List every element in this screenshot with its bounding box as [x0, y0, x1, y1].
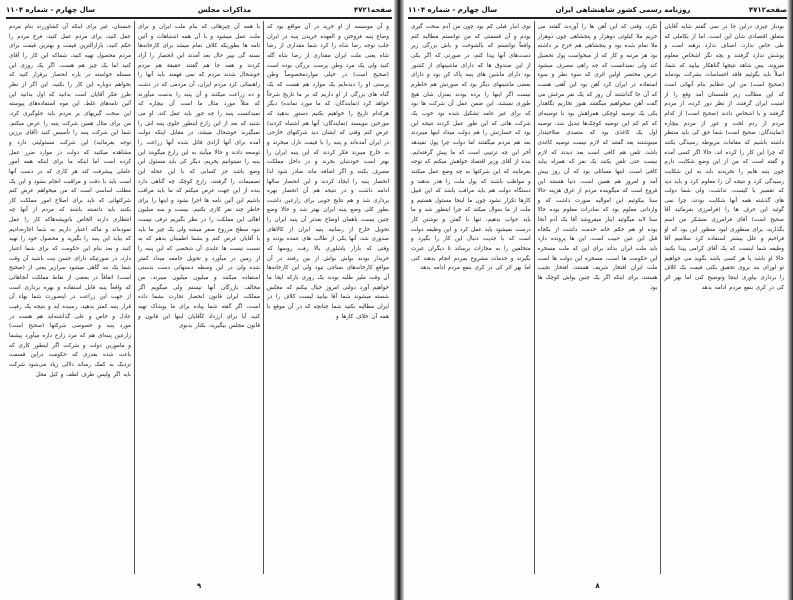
right-page-folio: ۸	[595, 582, 600, 590]
column-text: توی انبار قبلی کم بود چون من آدم سخت گیری بودم و آن قسمتی که من توانستم مطالبه کنم واقعاً توانستم که بالشوخت و باش بزرگی زیر دست‌های آنها پیدا کنم، در صورتی که اگر یکی از این صندوق ها که دارای ماشینهای از کشور بود دارای ماشین های پنبه پاک کن بود و دارای بعضی ماشینهای دیگر بود که صورتش هم خاطرم نیست اگر اینها را برده بودند بمنزل شان هیچ طوری نمیشد، این ضمن عمل آن شرکت ها بود که برای غیر عامه تشکیل شده بود خوب یک شرکت هائی که این طور عمل کردند نتیجه این بود که خسارتش را هم دولت میداد اینها میبردند بعد هم مردم میگفتند اما دولت چرا پول نمیدهد آخر این چه ترتیبی است که ما پیش گرفته‌ایم، بنده از آقای وزیر اقتصاد خواهش میکنم که توجه بفرمایند که این شرکتها به چه وضع عمل میکنند و مواظب باشند که پول ملت را هدر ندهند و دستگاه دولت هم باید مراقب باشد که این قبیل کارها تکرار نشود چون ما اینجا مسئول هستیم و ملت از ما سوال میکند که چرا اینطور شد و ما باید جواب بدهیم، تنها با گفتن و نوشتن کار درست نمیشود باید عمل کرد و این وظیفه دولت است که با جدیت دنبال این کار را بگیرد و متخلفین را به مجازات برساند تا دیگران عبرت بگیرند و خدمات مشروع بمردم انجام بدهند کنی اما بهر اثر کی در کری بنفع مردم ادامه بدهد	[410, 24, 531, 272]
right-page	[402, 0, 793, 600]
column-text: نکرد، وقتی که این آهن ها را آوردند گفتند می خریم ملا کیلوئی دوهزار و پنجشاهی چون دوهزار ملا تمام شده بود و پنجشاهی هم خرج بر داشته بود هر مرتبه و کار که از میخواست پول تحصیل کند ولی نمیدانست که چه راهی مصرف میشود عرض مختصر اولین اثری که سوء نظر و سوء استفاده در ایران کرد آهن بود این آهنی هست که آن جا گذاشتند آن روز که یک نفر مرغش می گفت آهن میخواهیم میگفتند هنوز نخاریم نگاهدار یکی یک توصیه لوچکی همراهش بود با توصیه‌ای که کم کم این توصیه کوچک‌ها تبدیل شد، توصیه اول یک کاغذی بود که متصدی صلاحیتدار مینوشتند بعد گفتند که لازم نیست توصیه کاغذی باشد، تلفن هم کافی است بعد دیدند که لازم نیست حتی تلفن بکنند یک نفر که همراه بیاید کافی است، اینها مسائلی بود که آن روز پیش آمد و امروز هم همین است، دنیا هستند این فروع است که میگوینده مردم از غرق هزینه حالا سنا بیکوئیم این اموالیه صورت داشت که و واردانی معلوم بود که صادرات معلوم بوده حالا سنا لابد میگوئید اینار میفروشد آقا یک آدم آنجا بوده او هم حکم خانه خدمت داشت از یکجاه قبل این عین حبیب است، این ها پرونده دارد باید ملت ایران بداند برای این که ملت مسخره این حکومت ها است، مسخره این دولت ها است ملت ایران افتخار شریف هستند، افتخار نجیب هستند، برای اینکه اگر یک چنین یواش کوچک ها بود	[537, 24, 658, 291]
left-header-rule	[6, 17, 392, 19]
right-page-section-title: روزنامه رسمی کشور شاهنشاهی ایران	[555, 6, 691, 14]
right-column-2	[534, 21, 661, 574]
left-page-header	[6, 4, 392, 16]
column-text: و آن موسسه از او خرید در آن مواقع بود که وضاع پنبه فروختن و العهده خریدن پنبه در ایران جلب توجه رضا شاه را کرد شما مقداری از رضا شاه یعنی ملت ایران مقداری از رضا شاه گله کنید ولی یک مرد وطن پرست بزرگی بوده است (صحیح است) در خیلی مواردمخصوصاً وطن پرستی او را دیده‌ایم یک موارد هم هست که یک گناه های بزرگی از او داریم که بر ما تاریخ شرحاً خواهد کرد (نمایندگان: که ما مورد نمانده) دیگر هرکدام تاریخ را خواهیم بکنیم دستور بدهید که مورخین بنویسند (نمایندگان: آنها هم اشتباه کردند) عرض کنم وقتی که ایشان دید شرکتهای خارجی در ایران آمده‌اند و پنبه را با قیمت نازل میخرند و به خارج میبرند فکر کردند که این پنبه ایران را بهتر است خودشان بخرند و در داخل مملکت مصرف بکنند و اگر اضافه ماند صادر شود لذا انحصار پنبه را ایجاد کردند و این انحصار سالها ادامه داشت و در نتیجه هم آن انحصار بهره برداری شد و هم نتایج خوبی برای زارعین داشت بطور کلی وضع پنبه ایران بهتر شد و حالا وضع چنین نیست باهمان اوضاع بعدتر آن پنبه ایران را تحویل خارج از رسانیه پنبه ایران از کالاهای صدوری شد، آنها یکی از طالب های عمده بودند و وقتی که بازار یاشلوری بالا رفت روسها که خریدار بودند بواش بواش از بین رفتند در آن مواقع کارخانه‌های نساجی نبود ولی این کارخانه‌ها آن وقت ملیر طلبه بودند یک روزی بازکه ایجا ما خواهیم آورد دولتی امروز خیال بیکنم که مجلس شسته میشوند شما آقا بیایید لیست کلاف را در ایران مطالبه بکنید شما چنانچه که در آن موقع با همه آن خلاف کارها و	[267, 24, 389, 320]
right-header-rule	[408, 17, 787, 19]
page-edge-shadow	[787, 0, 793, 600]
left-column-3	[6, 21, 134, 574]
left-column-1	[263, 21, 392, 574]
left-page-number-label: صفحه۴۷۲۱	[353, 6, 392, 14]
right-page-number-label: صفحه۴۷۱۲	[748, 6, 787, 14]
right-column-1	[660, 21, 787, 574]
right-page-header	[408, 4, 787, 16]
right-page-issue-label: سال چهارم - شماره ۱۱۰۴	[408, 6, 498, 14]
column-text: بودباز چیزی دراین جا در نمی گفتم شاید آقایان متعلق اقتصادی شان این است، اما از یکاملی که طی خاص ندارد، اصناف ندارد برهنه است و پوشش ندارد گرفتند و بچه نگر اشخاص معلوم میروند، پس شاهد نتیجها گناهکار بیایید که شما، اصلاً باید بگوئیم فاقد احساسات بشرکت بودماید (صحیح است) من این عظایم بنام آنهائی است که این مطالب زیر قلمستان آمد وقع را از امنیت ایران گرفتند، از نظر دور کرده، از مردم گرفتند و با اشخاص دادند (صحیح است) از کدام مردم از ردم لخت و عور از مردم بیچاره (نمایندگان: صحیح است) شما حق کی باید منتظر داشته باشیم که مقامات مربوطه رسیدگی بکنند که چرا این کار را کرده اند، حالا اگر کسی آمده و گفته است که من از این وضع شکایت دارم چون پنبه هایم را نخریدند باید به این شکایت رسیدگی کرد و نتیجه آن را معلوم کرد و باید دید که تقصیر با کیست، نداشت، ولی شما دولت های گذشته همه آنها شکایت بودند، چرا نمی گوئید این حرف ها را (فرامرزی بفرمائید آقا صحیح است) آقای فرامرزی متشکر من اسم بگذارید، برای منظوری لیود منظور این بود که او فراخیم و علل بیشتر استفاده کرد سلامیم آقا وظیفه شما اینست که یک آقای کرامی پیدا بکنید حالا او باشد یا هر کسی باشد بگوید می خواهیم تو لوزای بند بروی تحقیق بکنی قیمت یک کلاف را برداری بیاوری اینجا وتوضیح کنی اما بهر اثر کی در کری بنفع مردم ادامه بدهد	[664, 24, 784, 291]
column-text: با همه آن چیزهائی که بنام ملت ایران و برای ملت عمل میشود و با آن همه اشتباهات و آئین نامه ها بطوریکه کلاف تمام میشد برای کارخانه‌ها بسته گی بپیر حال بعد آمدند این انحصار را آزاد کردند و همه جا هم گفتند حقیقة هم مردم خوشحال شدند مردم که نمی فهمند باید آنها را راهنمائی کرد مردم ایران، آن مردمی که در دشت و ده زراعت میکنند و آن پنبه را بدست میآورند که مثلاً مورد مثال ما است آن بیچاره که نمیدانست پنبه را چه جور باید عمل کند، او می شنید که بعد از این زارع اینطور جلوی پنبه اش را نمیگیرند خوشحال میشد، در مقابل اینکه دولت آمده برای آنها آزادی قائل شده آنها زراعت را توسعه دادند و حالا میآیند به این زارع میگویند این پنبه را نمیتوانیم بخریم، دیگر کی باید مسئول این وضع باشد جز کسانی که با این عجله این تصمیمات را گرفتند، زارع کوچک چه گناهی دارد بنده از این جهت عرض میکنم که ما باید مراقب باشیم این آئین نامه ها اجرا بشود و اینها را برای خاطر چند نفر کاری نکنیم، بیست و سه میلیون اهالی این مملکت را در نظر بگیریم ترقی نیست نبود سطح مزروع صفر میشه ولی یک چیز ما باید با آقایان عرض کنم و بشما اطمینان بدهم که به نسبت نیست ها عایدی آن شخصی که این پنبه را از زمین در میآورد و تحویل جامعه میداد کمتر شده ولی در این وسطه دستهائی دست بدستی استفاده میکنند و میلیون میلیون میبرند، من مخالف بازرگان آنها نیستم ولی میگویم اگر مملکت ایران قانون انحصار تجارت بشما داده است، اگر گفته شما پیاده برای ما پوشاک تهیه کنید آیا برای ارزداد کآقایان اینها این قانون و قانون مجلس بیگیرید، بکنار بدنوی	[138, 24, 260, 330]
right-column-3	[408, 21, 534, 574]
column-text: جبستان، غیر برای اینکه آن کشاورزند بنام مردم عمل کنید، برای مردم عمل کنید، فرح مردم را حکم کنید، بازارالترین قیمت و بهترین قیمت برای مردم محصول تهیه کنید، شماکه این کار را آقای کنید اما یک چیز هم هست، اگر یک روزی این مسئله خواسته در باره انحصار برقرار کنید که بخواهم دوباره این کار را بکنید، این اگر از نظر طرز فکر آقایان است بدانید که اول بدانید این آئین نامه‌های غلط، این موه استفاده‌های پیوسته این سخت گیریهای بر مردم باید جلوگیری کرد، من برای مثال همین شرکت پنبه را عرض میکنم، شما این شرکت پنبه را تأسیس کنید (آقای برزین توجه بفرمائید) این شرکت مسئولیتی دارد و مشاهده میکنید که دولت در موارد ضرر عمل کرده است اما اینکه ما برای اینکه همه امور عاملی پیشرفت کند هر کاری که در دست آنها است باید با دقت و مراقبت انجام بشود و این یک مطلب اساسی است که من میخواهم عرض کنم شرکتهائی که باید برای اصلاح امور مملکت کار بکنند باید دانسته باشند که مردم از آنها چه انتظاری دارند الخاص بانویشه‌هاکه کار را عمل نموده‌اند و ماکه اعتبار داریم به شما اجازه‌دادیم که بیاید این پنبه را بگیرید و محصول خود را تهیه کنید و بعد بنام این حکومت که برای شما اعتبار دارد، در صورتیکه دارای حسن نیت باشید آن وقت شما یک بند گاهی میشود سرازیر یعنی از (صحیح است) اتفاقاً در بعضی از نقاط مملکت آنجاهائی که واقعاً پنبه قابل استفاده و بهره برداری است از جهت این زراعت در اینصورت شما بهاء آن قرار پنبه کمتر بدهید، رسیده اید و نتیجه یک رقیب عادل و خاص و علی گذاشته‌اید هم هست در مورد پنبه و خصوصی شرکتها (صحیح است) زارعین پنبه‌ای هم که مرد زارع داره میآورد پیشما و مامورین دولت و شرکت اگر اینطور کاری که باعث شده بقدری که حکومت دراین قسمت نزدیک به کمک رساند دلالی زیاد می‌شود شرکت باید اگر ولیس طرف لطف و کیل محل	[9, 24, 131, 378]
left-page-section-title: مذاکرات مجلس	[197, 6, 252, 14]
left-page-issue-label: سال چهارم - شماره ۱۱۰۴	[6, 6, 96, 14]
right-page-columns	[408, 21, 787, 574]
left-page-columns	[6, 21, 392, 574]
left-column-2	[134, 21, 263, 574]
left-page-folio: ۹	[196, 582, 202, 590]
